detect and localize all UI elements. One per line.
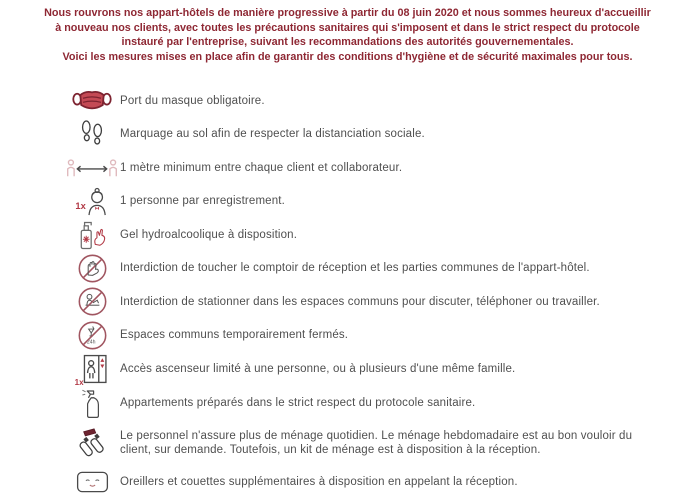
measure-item [64, 118, 695, 152]
measure-text: Espaces communs temporairement fermés. [120, 329, 349, 342]
measure-icon-cell [64, 186, 120, 217]
measure-icon-cell [64, 119, 120, 150]
measure-text: Oreillers et couettes supplémentaires à disposition en appelant la réception. [120, 476, 518, 489]
measure-text: Gel hydroalcoolique à disposition. [120, 228, 298, 241]
measure-item [64, 386, 695, 420]
measure-text: Appartements préparés dans le strict respect du protocole sanitaire. [120, 396, 476, 409]
intro-line: Voici les mesures mises en place afin de garantir des conditions d'hygiène et de sécurité maximales pour tous. [62, 50, 633, 63]
hand-sanitizer-icon [77, 218, 107, 251]
measure-item [64, 285, 695, 319]
intro-line: à nouveau nos clients, avec toutes les précautions sanitaires qui s'imposent et dans le strict respect du protocole [55, 21, 640, 34]
measure-item [64, 420, 695, 466]
measure-item [64, 218, 695, 252]
measure-item [64, 252, 695, 286]
measure-icon-cell [64, 426, 120, 460]
measure-icon-cell [64, 352, 120, 386]
measure-text: Interdiction de toucher le comptoir de réception et les parties communes de l'appart-hôtel. [120, 262, 590, 275]
spray-bottle-icon [80, 387, 104, 419]
measure-icon-cell [64, 157, 120, 179]
intro-line: instauré par l'entreprise, suivant les recommandations des autorités gouvernementales. [121, 36, 574, 48]
measure-item [64, 319, 695, 353]
measure-text: Le personnel n'assure plus de ménage quotidien. Le ménage hebdomadaire est au bon vouloir du client, sur demande. Toutefois, un kit de ménage est à disposition à la réception. [120, 429, 633, 456]
one-meter-distance-icon [66, 157, 118, 179]
no-lingering-icon [77, 286, 108, 317]
intro-line: Nous rouvrons nos appart-hôtels de manière progressive à partir du 08 juin 2020 et nous sommes heureux d'accueillir [44, 7, 651, 19]
measure-item [64, 185, 695, 219]
measure-text: Interdiction de stationner dans les espaces communs pour discuter, téléphoner ou travailler. [120, 295, 600, 308]
measure-text: Marquage au sol afin de respecter la distanciation sociale. [120, 128, 425, 141]
face-mask-icon [72, 87, 112, 114]
measure-text: 1 personne par enregistrement. [120, 195, 285, 208]
measure-icon-cell [64, 286, 120, 317]
measure-icon-cell [64, 253, 120, 284]
measure-item [64, 84, 695, 118]
closed-spaces-icon [77, 320, 108, 351]
measure-icon-cell [64, 320, 120, 351]
measure-icon-cell [64, 387, 120, 419]
no-touching-icon [77, 253, 108, 284]
measures-list [64, 84, 695, 499]
measure-text: Port du masque obligatoire. [120, 94, 265, 107]
measure-item [64, 466, 695, 500]
intro-paragraph [0, 0, 695, 64]
one-person-icon [75, 186, 109, 217]
measure-item [64, 151, 695, 185]
pillow-icon [75, 468, 110, 496]
footprints-icon [79, 119, 105, 150]
measure-icon-cell [64, 87, 120, 114]
measure-icon-cell [64, 468, 120, 496]
measure-text: Accès ascenseur limité à une personne, ou à plusieurs d'une même famille. [120, 363, 516, 375]
measure-text: 1 mètre minimum entre chaque client et collaborateur. [120, 161, 403, 174]
elevator-limit-icon [74, 352, 111, 386]
measure-icon-cell [64, 218, 120, 251]
cleaning-kit-icon [77, 426, 107, 460]
measure-item [64, 352, 695, 386]
